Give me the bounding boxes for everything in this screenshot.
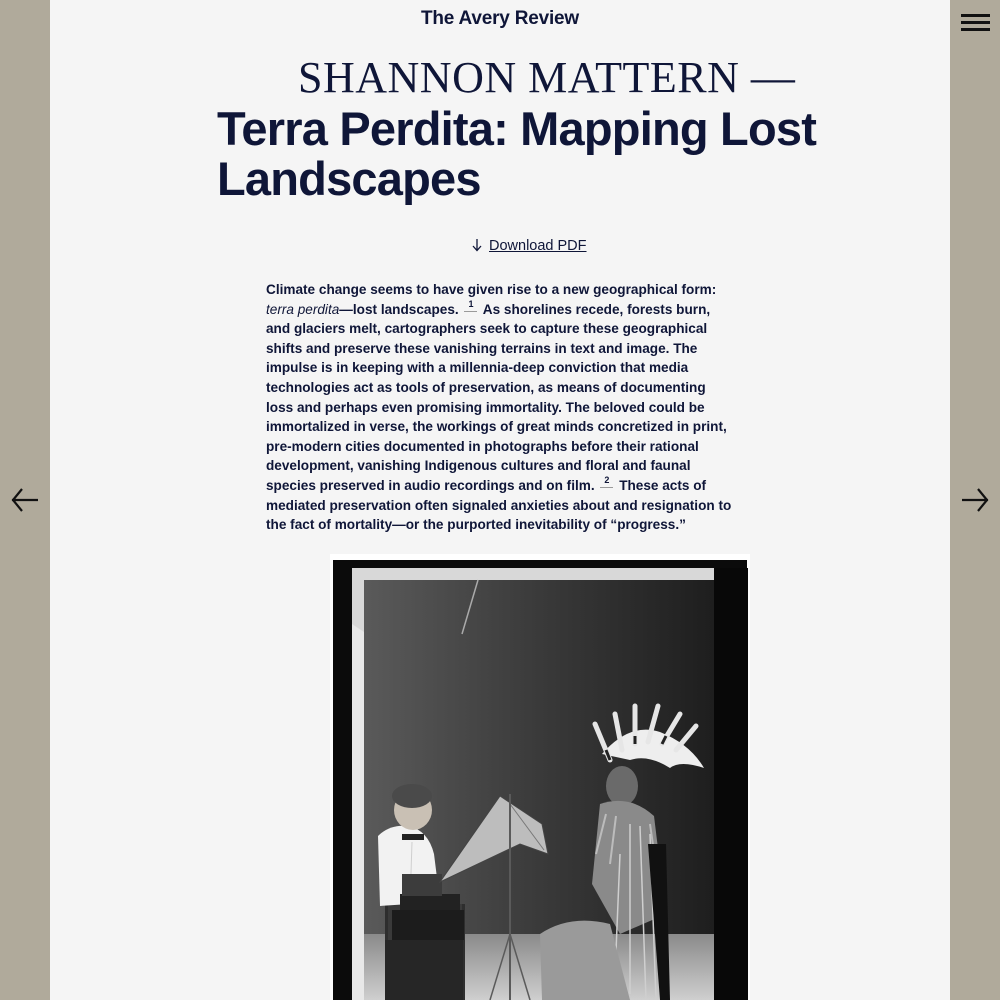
body-text-3: As shorelines recede, forests burn, and glaciers melt, cartographers seek to capture these geographical shifts and preserve these vanishing terrains in text and image. The impulse is in keeping with a millennia-deep conviction that media technologies act as tools of preservation, as means of documenting loss and perhaps even promising immortality. The beloved could be immortalized in verse, the workings of great minds concretized in print, pre-modern cities documented in photographs before their rational development, vanishing Indigenous cultures and floral and faunal species preserved in audio recordings and on film. [266, 301, 727, 493]
next-article-button[interactable] [960, 486, 990, 514]
footnote-1[interactable]: 1 [464, 300, 477, 312]
menu-bar [961, 14, 990, 17]
article-body [266, 280, 736, 535]
body-text-1: Climate change seems to have given rise to a new geographical form: [266, 282, 717, 297]
body-italic-term: terra perdita [266, 301, 340, 317]
page [50, 0, 950, 1000]
footnote-2[interactable]: 2 [600, 476, 613, 488]
menu-bar [961, 21, 990, 24]
menu-button[interactable] [961, 14, 990, 32]
download-pdf-link[interactable] [471, 238, 587, 254]
photo-illustration [330, 554, 750, 1000]
article-photo [330, 554, 750, 1000]
menu-bar [961, 28, 990, 31]
body-text-2: —lost landscapes. [339, 301, 459, 317]
site-title[interactable]: The Avery Review [420, 8, 580, 29]
article-title: Terra Perdita: Mapping Lost Landscapes [217, 102, 817, 205]
arrow-down-icon [471, 238, 483, 252]
arrow-left-icon [10, 486, 40, 514]
download-pdf-label[interactable]: Download PDF [489, 238, 587, 254]
author-name[interactable]: SHANNON MATTERN — [298, 53, 796, 102]
previous-article-button[interactable] [10, 486, 40, 514]
arrow-right-icon [960, 486, 990, 514]
body-text-4: These acts of mediated preservation often signaled anxieties about and resignation to the fact of mortality—or the purported inevitability of “progress.” [266, 477, 732, 533]
